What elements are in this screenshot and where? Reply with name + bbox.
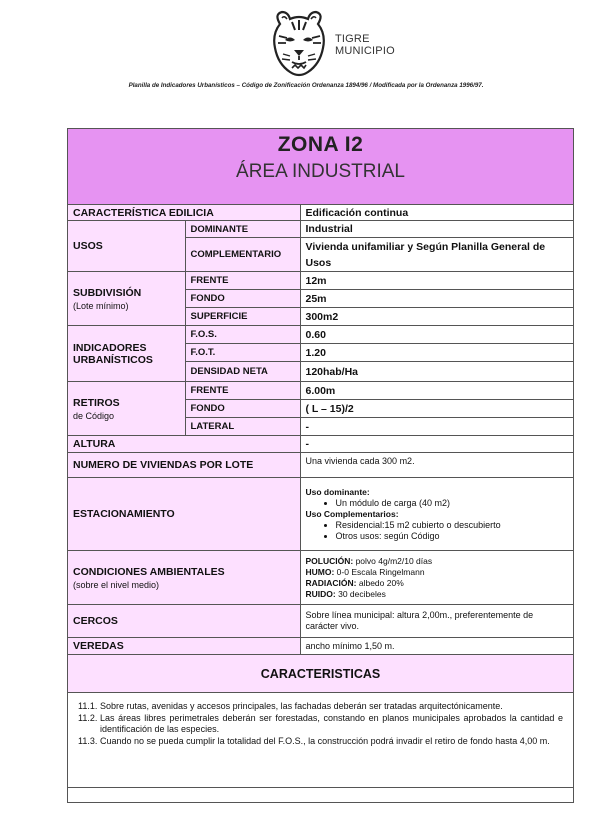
zone-header: [68, 129, 573, 205]
cercos-value: Sobre línea municipal: altura 2,00m., preferentemente de carácter vivo.: [300, 605, 573, 638]
subdivision-frente-label: FRENTE: [185, 272, 300, 290]
tiger-head-icon: [268, 10, 330, 78]
table-row: [68, 453, 573, 478]
polucion-value: polvo 4g/m2/10 días: [353, 555, 433, 566]
estacionamiento-value: [300, 478, 573, 551]
table-row: [68, 382, 573, 400]
cercos-label: CERCOS: [68, 605, 300, 638]
usos-complementario-label: COMPLEMENTARIO: [185, 238, 300, 272]
item-text: Sobre rutas, avenidas y accesos principales, las fachadas deberán ser tratadas arquitectónicamente.: [100, 701, 503, 711]
table-row: [68, 326, 573, 344]
veredas-label: VEREDAS: [68, 638, 300, 655]
zoning-sheet: [67, 128, 574, 803]
list-item: • Un módulo de carga (40 m2): [336, 498, 569, 509]
estacionamiento-dominante-title: Uso dominante:: [305, 486, 370, 497]
densidad-label: DENSIDAD NETA: [185, 362, 300, 382]
retiros-label: RETIROS: [73, 396, 120, 409]
radiacion-line: [306, 578, 569, 589]
estacionamiento-complementarios-title: Uso Complementarios:: [305, 508, 399, 519]
condiciones-note: (sobre el nivel medio): [73, 579, 160, 590]
usos-complementario-value: Vivienda unifamiliar y Según Planilla General de Usos: [300, 238, 573, 272]
table-row: [68, 478, 573, 551]
table-row: [68, 655, 573, 693]
fot-value: 1.20: [300, 344, 573, 362]
list-item: [78, 713, 563, 735]
table-row: [68, 693, 573, 788]
table-row: [68, 205, 573, 221]
indicators-table: [68, 204, 573, 788]
retiros-frente-value: 6.00m: [300, 382, 573, 400]
retiros-frente-label: FRENTE: [185, 382, 300, 400]
subdivision-superficie-value: 300m2: [300, 308, 573, 326]
item-number: 11.2.: [78, 713, 98, 723]
humo-line: [306, 567, 569, 578]
list-item: • Residencial:15 m2 cubierto o descubierto: [336, 520, 569, 531]
retiros-note: de Código: [73, 410, 115, 421]
subdivision-fondo-value: 25m: [300, 290, 573, 308]
list-item: • Otros usos: según Código: [336, 531, 569, 542]
ruido-line: [306, 589, 569, 600]
retiros-lateral-label: LATERAL: [185, 418, 300, 436]
brand-line-2: MUNICIPIO: [335, 45, 395, 57]
list-item: [78, 736, 563, 747]
table-row: [68, 605, 573, 638]
usos-label: USOS: [68, 221, 185, 272]
item-number: 11.3.: [78, 736, 98, 746]
table-row: [68, 638, 573, 655]
usos-dominante-label: DOMINANTE: [185, 221, 300, 238]
radiacion-label: RADIACIÓN:: [305, 577, 357, 588]
estacionamiento-complementarios-list: [306, 520, 569, 542]
caracteristicas-body: [68, 693, 573, 788]
subdivision-cell: [68, 272, 185, 326]
retiros-lateral-value: -: [300, 418, 573, 436]
zone-subtitle: ÁREA INDUSTRIAL: [236, 161, 405, 182]
humo-label: HUMO:: [305, 566, 335, 577]
densidad-value: 120hab/Ha: [300, 362, 573, 382]
subdivision-fondo-label: FONDO: [185, 290, 300, 308]
retiros-fondo-label: FONDO: [185, 400, 300, 418]
ruido-value: 30 decibeles: [335, 588, 386, 599]
table-row: [68, 221, 573, 238]
caracteristica-value: Edificación continua: [300, 205, 573, 221]
brand-line-1: TIGRE: [335, 33, 370, 45]
subdivision-superficie-label: SUPERFICIE: [185, 308, 300, 326]
brand-name: [335, 33, 395, 57]
estacionamiento-label: ESTACIONAMIENTO: [68, 478, 300, 551]
condiciones-value: [300, 551, 573, 605]
table-row: [68, 551, 573, 605]
condiciones-label: CONDICIONES AMBIENTALES: [73, 565, 225, 578]
estacionamiento-dominante-list: [306, 498, 569, 509]
document-subtitle: Planilla de Indicadores Urbanísticos – Código de Zonificación Ordenanza 1894/96 / Modificada por la Ordenanza 1996/97.: [128, 82, 484, 89]
item-number: 11.1.: [78, 701, 98, 711]
usos-dominante-value: Industrial: [300, 221, 573, 238]
retiros-cell: [68, 382, 185, 436]
subdivision-note: (Lote mínimo): [73, 300, 129, 311]
list-item: [78, 701, 563, 712]
item-text: Cuando no se pueda cumplir la totalidad del F.O.S., la construcción podrá invadir el retiro de fondo hasta 4,00 m.: [100, 736, 550, 746]
retiros-fondo-value: ( L – 15)/2: [300, 400, 573, 418]
viviendas-label: NUMERO DE VIVIENDAS POR LOTE: [68, 453, 300, 478]
zone-title: ZONA I2: [277, 133, 364, 156]
subdivision-frente-value: 12m: [300, 272, 573, 290]
condiciones-cell: [68, 551, 300, 605]
table-row: [68, 436, 573, 453]
fos-label: F.O.S.: [185, 326, 300, 344]
table-row: [68, 272, 573, 290]
indicadores-label: INDICADORES URBANÍSTICOS: [68, 326, 185, 382]
caracteristicas-heading: CARACTERISTICAS: [68, 655, 573, 693]
fos-value: 0.60: [300, 326, 573, 344]
subdivision-label: SUBDIVISIÓN: [73, 286, 142, 299]
polucion-line: [306, 556, 569, 567]
viviendas-value: Una vivienda cada 300 m2.: [300, 453, 573, 478]
veredas-value: ancho mínimo 1,50 m.: [300, 638, 573, 655]
altura-label: ALTURA: [68, 436, 300, 453]
altura-value: -: [300, 436, 573, 453]
ruido-label: RUIDO:: [305, 588, 336, 599]
humo-value: 0-0 Escala Ringelmann: [334, 566, 425, 577]
polucion-label: POLUCIÓN:: [305, 555, 354, 566]
caracteristica-label: CARACTERÍSTICA EDILICIA: [68, 205, 300, 221]
fot-label: F.O.T.: [185, 344, 300, 362]
radiacion-value: albedo 20%: [356, 577, 404, 588]
item-text: Las áreas libres perimetrales deberán ser forestadas, constando en planos municipales aprobados la cantidad e identificación de las especies.: [100, 713, 563, 734]
